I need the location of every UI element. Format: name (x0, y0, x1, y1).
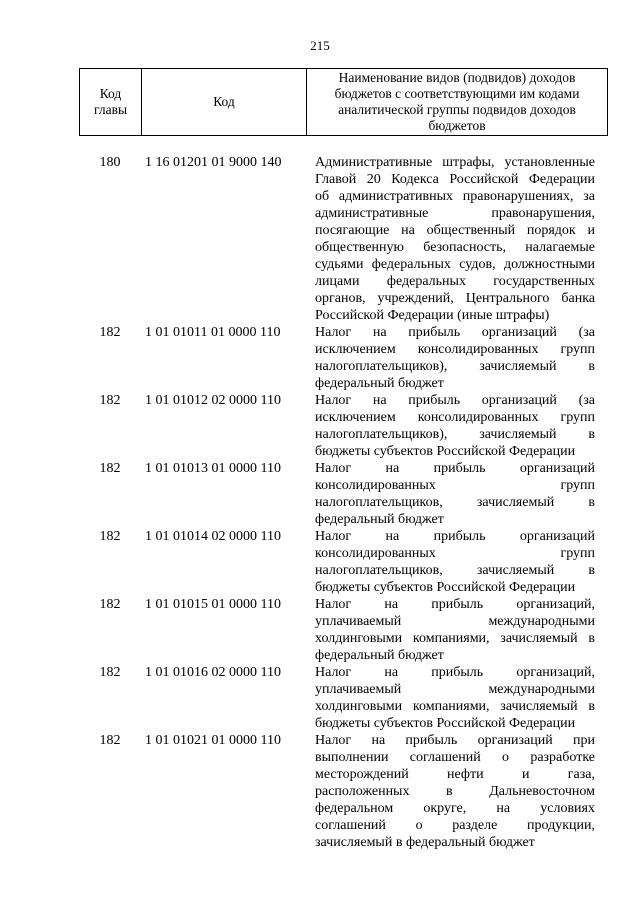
description-line: федеральном округе, на условиях (315, 801, 595, 816)
description-line: консолидированных групп (315, 546, 595, 561)
header-name-line-3: аналитической группы подвидов доходов (338, 102, 576, 117)
table-row (79, 596, 599, 664)
header-name (307, 69, 608, 136)
chapter-code: 182 (99, 393, 121, 408)
description-line: Налог на прибыль организаций, (315, 665, 595, 680)
description-line: бюджеты субъектов Российской Федерации (315, 444, 576, 459)
description-line: исключением консолидированных групп (315, 342, 595, 357)
description-line: холдинговыми компаниями, зачисляемый в (315, 631, 595, 646)
income-code: 1 01 01012 02 0000 110 (145, 393, 281, 408)
description-line: соглашений о разделе продукции, (315, 818, 595, 833)
description-line: налогоплательщиков), зачисляемый в (315, 427, 595, 442)
description-line: Налог на прибыль организаций (315, 461, 595, 476)
description-line: уплачиваемый международными (315, 682, 595, 697)
chapter-code: 180 (99, 155, 121, 170)
description-line: Главой 20 Кодекса Российской Федерации (315, 172, 595, 187)
chapter-code: 182 (99, 597, 121, 612)
description-line: выполнении соглашений о разработке (315, 750, 595, 765)
description-line: органов, учреждений, Центрального банка (315, 291, 595, 306)
description-line: Налог на прибыль организаций (за (315, 325, 595, 340)
income-code: 1 01 01015 01 0000 110 (145, 597, 281, 612)
description-line: налогоплательщиков, зачисляемый в (315, 563, 595, 578)
table-row (79, 732, 599, 851)
income-description (315, 324, 595, 392)
income-description (315, 154, 595, 324)
description-line: Налог на прибыль организаций, (315, 597, 595, 612)
header-name-line-2: бюджетов с соответствующими им кодами (334, 86, 580, 101)
description-line: судьями федеральных судов, должностными (315, 257, 595, 272)
chapter-code: 182 (99, 529, 121, 544)
table-row (79, 460, 599, 528)
chapter-code: 182 (99, 665, 121, 680)
income-description (315, 664, 595, 732)
description-line: Налог на прибыль организаций при (315, 733, 595, 748)
description-line: исключением консолидированных групп (315, 410, 595, 425)
description-line: федеральный бюджет (315, 376, 444, 391)
table-row (79, 392, 599, 460)
income-code: 1 01 01013 01 0000 110 (145, 461, 281, 476)
income-code: 1 01 01021 01 0000 110 (145, 733, 281, 748)
description-line: об административных правонарушениях, за (315, 189, 595, 204)
table-row (79, 324, 599, 392)
chapter-code: 182 (99, 461, 121, 476)
chapter-code: 182 (99, 325, 121, 340)
income-code: 1 16 01201 01 9000 140 (145, 155, 282, 170)
description-line: бюджеты субъектов Российской Федерации (315, 580, 576, 595)
table-row (79, 528, 599, 596)
income-description (315, 460, 595, 528)
description-line: Налог на прибыль организаций (за (315, 393, 595, 408)
description-line: федеральный бюджет (315, 648, 444, 663)
header-chapter-code (80, 69, 142, 136)
description-line: Административные штрафы, установленные (315, 155, 595, 170)
page-number: 215 (310, 38, 330, 53)
description-line: посягающие на общественный порядок и (315, 223, 595, 238)
description-line: налогоплательщиков, зачисляемый в (315, 495, 595, 510)
description-line: налогоплательщиков), зачисляемый в (315, 359, 595, 374)
description-line: Налог на прибыль организаций (315, 529, 595, 544)
description-line: лицами федеральных государственных (315, 274, 595, 289)
description-line: общественную безопасность, налагаемые (315, 240, 595, 255)
description-line: уплачиваемый международными (315, 614, 595, 629)
description-line: холдинговыми компаниями, зачисляемый в (315, 699, 595, 714)
description-line: расположенных в Дальневосточном (315, 784, 595, 799)
table-row (79, 664, 599, 732)
income-description (315, 392, 595, 460)
description-line: Российской Федерации (иные штрафы) (315, 308, 550, 323)
income-code: 1 01 01016 02 0000 110 (145, 665, 281, 680)
header-chapter-line-2: главы (93, 102, 128, 117)
income-description (315, 596, 595, 664)
income-description (315, 732, 595, 851)
table-body (79, 154, 599, 851)
income-description (315, 528, 595, 596)
description-line: консолидированных групп (315, 478, 595, 493)
income-code: 1 01 01014 02 0000 110 (145, 529, 281, 544)
description-line: административные правонарушения, (315, 206, 595, 221)
header-name-line-4: бюджетов (428, 118, 486, 133)
description-line: бюджеты субъектов Российской Федерации (315, 716, 576, 731)
income-code: 1 01 01011 01 0000 110 (145, 325, 281, 340)
header-chapter-line-1: Код (99, 86, 122, 101)
header-name-line-1: Наименование видов (подвидов) доходов (338, 70, 576, 85)
description-line: зачисляемый в федеральный бюджет (315, 835, 535, 850)
header-code: Код (142, 69, 307, 136)
table-header (79, 68, 608, 136)
description-line: месторождений нефти и газа, (315, 767, 595, 782)
table-row (79, 154, 599, 324)
chapter-code: 182 (99, 733, 121, 748)
description-line: федеральный бюджет (315, 512, 444, 527)
